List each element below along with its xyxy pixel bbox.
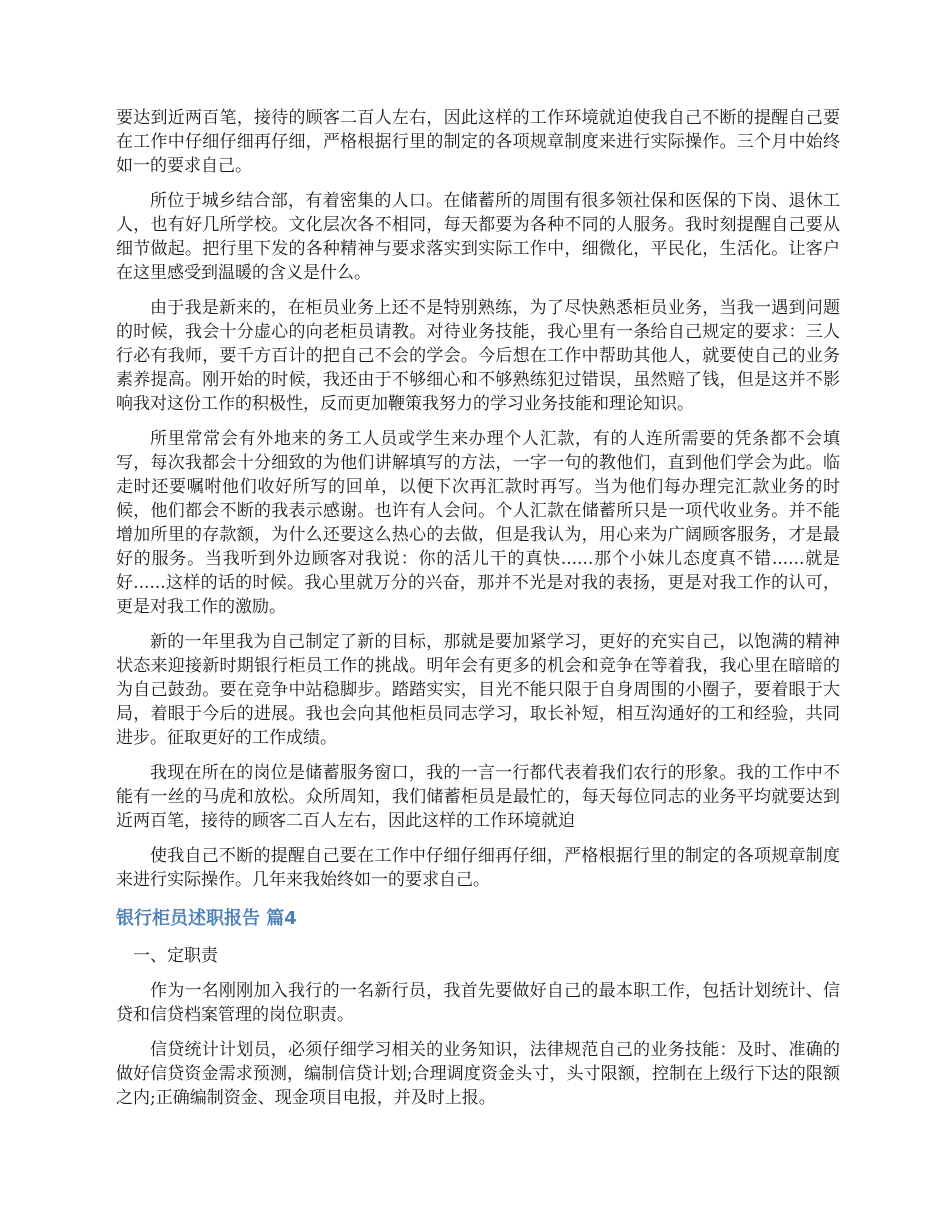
section-heading: 银行柜员述职报告 篇4 bbox=[116, 908, 297, 929]
paragraph: 所里常常会有外地来的务工人员或学生来办理个人汇款，有的人连所需要的凭条都不会填写，每次我都会十分细致的为他们讲解填写的方法，一字一句的教他们，直到他们学会为此。临走时还要嘱咐他们收好所写的回单，以便下次再汇款时再写。当为他们每办理完汇款业务的时候，他们都会不断的我表示感谢。也许有人会问。个人汇款在储蓄所只是一项代收业务。并不能增加所里的存款额，为什么还要这么热心的去做，但是我认为，用心来为广阔顾客服务，才是最好的服务。当我听到外边顾客对我说：你的活儿干的真快......那个小妹儿态度真不错......就是好......这样的话的时候。我心里就万分的兴奋，那并不光是对我的表扬，更是对我工作的认可，更是对我工作的激励。 bbox=[116, 429, 840, 617]
paragraph: 所位于城乡结合部，有着密集的人口。在储蓄所的周围有很多领社保和医保的下岗、退休工人，也有好几所学校。文化层次各不相同，每天都要为各种不同的人服务。我时刻提醒自己要从细节做起。把行里下发的各种精神与要求落实到实际工作中，细微化，平民化，生活化。让客户在这里感受到温暖的含义是什么。 bbox=[116, 191, 840, 283]
document-body bbox=[116, 106, 840, 1121]
paragraph: 使我自己不断的提醒自己要在工作中仔细仔细再仔细，严格根据行里的制定的各项规章制度来进行实际操作。几年来我始终如一的要求自己。 bbox=[116, 846, 840, 890]
paragraph: 由于我是新来的，在柜员业务上还不是特别熟练，为了尽快熟悉柜员业务，当我一遇到问题的时候，我会十分虚心的向老柜员请教。对待业务技能，我心里有一条给自己规定的要求：三人行必有我师，要千方百计的把自己不会的学会。今后想在工作中帮助其他人，就要使自己的业务素养提高。刚开始的时候，我还由于不够细心和不够熟练犯过错误，虽然赔了钱，但是这并不影响我对这份工作的积极性，反而更加鞭策我努力的学习业务技能和理论知识。 bbox=[116, 298, 840, 414]
paragraph: 作为一名刚刚加入我行的一名新行员，我首先要做好自己的最本职工作，包括计划统计、信贷和信贷档案管理的岗位职责。 bbox=[116, 981, 840, 1025]
subheading: 一、定职责 bbox=[133, 946, 218, 966]
paragraph: 信贷统计计划员，必须仔细学习相关的业务知识，法律规范自己的业务技能：及时、准确的做好信贷资金需求预测，编制信贷计划;合理调度资金头寸，头寸限额，控制在上级行下达的限额之内;正确编制资金、现金项目电报，并及时上报。 bbox=[116, 1040, 840, 1108]
paragraph: 新的一年里我为自己制定了新的目标，那就是要加紧学习，更好的充实自己，以饱满的精神状态来迎接新时期银行柜员工作的挑战。明年会有更多的机会和竞争在等着我，我心里在暗暗的为自己鼓劲。要在竞争中站稳脚步。踏踏实实，目光不能只限于自身周围的小圈子，要着眼于大局，着眼于今后的进展。我也会向其他柜员同志学习，取长补短，相互沟通好的工和经验，共同进步。征取更好的工作成绩。 bbox=[116, 632, 840, 748]
paragraph: 要达到近两百笔，接待的顾客二百人左右，因此这样的工作环境就迫使我自己不断的提醒自己要在工作中仔细仔细再仔细，严格根据行里的制定的各项规章制度来进行实际操作。三个月中始终如一的要求自己。 bbox=[116, 108, 840, 176]
paragraph: 我现在所在的岗位是储蓄服务窗口，我的一言一行都代表着我们农行的形象。我的工作中不能有一丝的马虎和放松。众所周知，我们储蓄柜员是最忙的，每天每位同志的业务平均就要达到近两百笔，接待的顾客二百人左右，因此这样的工作环境就迫 bbox=[116, 763, 840, 831]
